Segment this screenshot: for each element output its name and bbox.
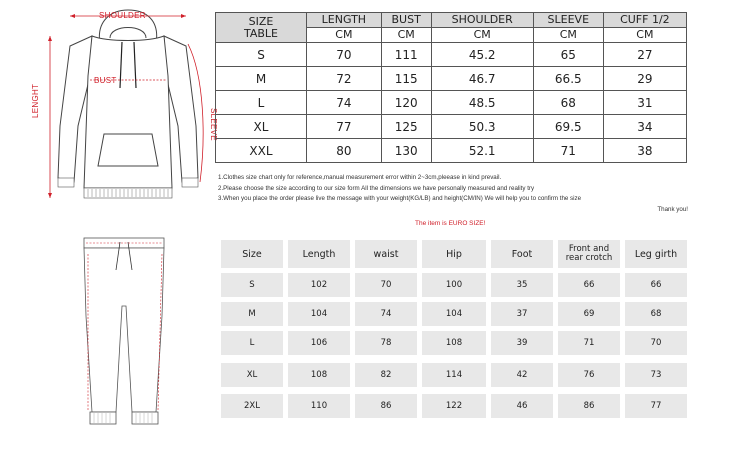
col-header: Hip [422,240,486,268]
value-cell: 68 [533,91,603,115]
value-cell: 115 [381,67,431,91]
pants-illustration [78,236,170,428]
col-header: Size [221,240,283,268]
value-cell: 69 [558,302,620,326]
value-cell: 65 [533,43,603,67]
table-row [216,139,687,163]
value-cell: 70 [307,43,382,67]
value-cell: 122 [422,394,486,418]
value-cell: 34 [603,115,686,139]
shoulder-label: SHOULDER [99,11,146,20]
value-cell: 27 [603,43,686,67]
value-cell: 78 [355,331,417,355]
value-cell: 68 [625,302,687,326]
value-cell: 45.2 [431,43,533,67]
unit-cell: CM [381,28,431,43]
size-cell: L [221,331,283,355]
size-cell: M [216,67,307,91]
size-cell: S [216,43,307,67]
size-cell: XXL [216,139,307,163]
value-cell: 52.1 [431,139,533,163]
size-cell: M [221,302,283,326]
col-header: waist [355,240,417,268]
value-cell: 74 [355,302,417,326]
value-cell: 86 [355,394,417,418]
value-cell: 108 [288,363,350,387]
col-header: SHOULDER [431,13,533,28]
value-cell: 77 [307,115,382,139]
sleeve-label: SLEEVE [209,108,218,141]
value-cell: 130 [381,139,431,163]
table-row [216,115,687,139]
value-cell: 111 [381,43,431,67]
table-row [216,43,687,67]
note-1: 1.Clothes size chart only for reference,manual measurement error within 2~3cm,pleease in kind prevail. [218,174,502,181]
value-cell: 71 [533,139,603,163]
value-cell: 76 [558,363,620,387]
value-cell: 104 [422,302,486,326]
value-cell: 39 [491,331,553,355]
value-cell: 106 [288,331,350,355]
value-cell: 114 [422,363,486,387]
length-label: LENGHT [31,83,40,118]
table-row [216,91,687,115]
value-cell: 70 [355,273,417,297]
size-table-header: SIZE TABLE [216,13,307,43]
size-cell: XL [221,363,283,387]
value-cell: 71 [558,331,620,355]
value-cell: 69.5 [533,115,603,139]
value-cell: 82 [355,363,417,387]
value-cell: 37 [491,302,553,326]
value-cell: 73 [625,363,687,387]
value-cell: 66 [625,273,687,297]
col-header: LENGTH [307,13,382,28]
value-cell: 74 [307,91,382,115]
bust-label: BUST [94,76,117,85]
value-cell: 46 [491,394,553,418]
value-cell: 48.5 [431,91,533,115]
note-2: 2.Please choose the size according to our size form All the dimensions we have personally measured and reality try [218,184,535,192]
value-cell: 100 [422,273,486,297]
thanks-note: Thank you! [657,205,688,213]
value-cell: 50.3 [431,115,533,139]
col-header: BUST [381,13,431,28]
value-cell: 35 [491,273,553,297]
size-notes [218,173,688,215]
value-cell: 31 [603,91,686,115]
value-cell: 80 [307,139,382,163]
unit-cell: CM [307,28,382,43]
value-cell: 102 [288,273,350,297]
unit-cell: CM [533,28,603,43]
value-cell: 120 [381,91,431,115]
hoodie-illustration [38,6,218,216]
euro-size-note: The item is EURO SIZE! [415,220,486,227]
value-cell: 46.7 [431,67,533,91]
col-header: Front and rear crotch [558,240,620,268]
value-cell: 70 [625,331,687,355]
value-cell: 86 [558,394,620,418]
table-row [216,67,687,91]
value-cell: 108 [422,331,486,355]
col-header: SLEEVE [533,13,603,28]
value-cell: 110 [288,394,350,418]
col-header: CUFF 1/2 [603,13,686,28]
col-header: Length [288,240,350,268]
col-header: Foot [491,240,553,268]
value-cell: 125 [381,115,431,139]
size-cell: S [221,273,283,297]
size-cell: L [216,91,307,115]
value-cell: 72 [307,67,382,91]
col-header: Leg girth [625,240,687,268]
size-cell: XL [216,115,307,139]
value-cell: 38 [603,139,686,163]
unit-cell: CM [431,28,533,43]
value-cell: 42 [491,363,553,387]
value-cell: 29 [603,67,686,91]
size-cell: 2XL [221,394,283,418]
value-cell: 104 [288,302,350,326]
unit-cell: CM [603,28,686,43]
value-cell: 77 [625,394,687,418]
note-3: 3.When you place the order please live the message with your weight(KG/LB) and height(CM/IN) We will help you to confirm the size [218,195,582,202]
value-cell: 66 [558,273,620,297]
hoodie-size-table [215,12,687,163]
value-cell: 66.5 [533,67,603,91]
